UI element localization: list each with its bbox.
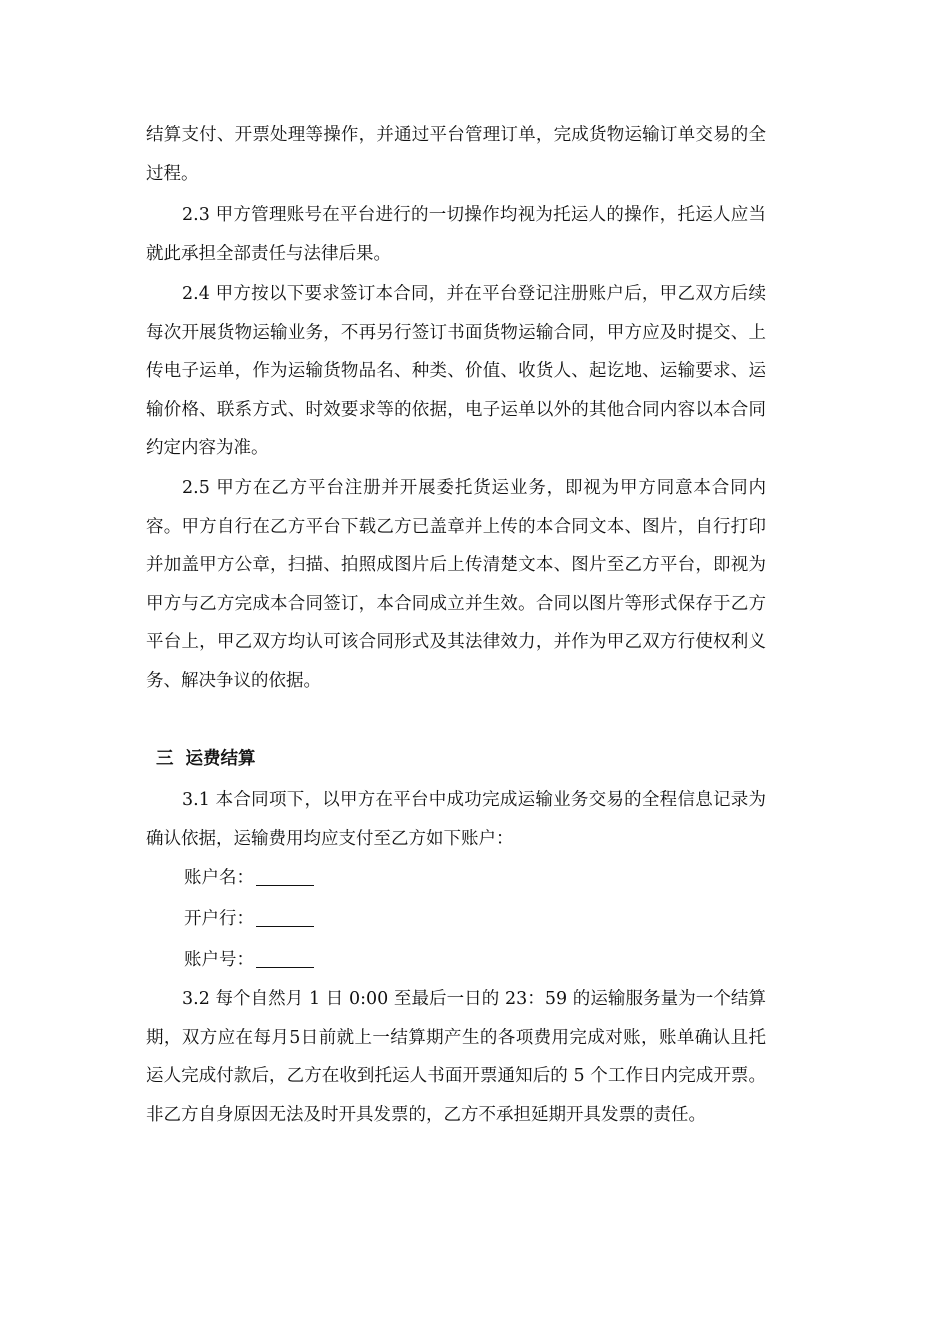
paragraph-3-1: 3.1 本合同项下，以甲方在平台中成功完成运输业务交易的全程信息记录为确认依据，运输费用均应支付至乙方如下账户： bbox=[146, 790, 766, 849]
paragraph-2-5: 2.5 甲方在乙方平台注册并开展委托货运业务，即视为甲方同意本合同内容。甲方自行在乙方平台下载乙方已盖章并上传的本合同文本、图片，自行打印并加盖甲方公章，扫描、拍照成图片后上传清楚文本、图片至乙方平台，即视为甲方与乙方完成本合同签订，本合同成立并生效。合同以图片等形式保存于乙方平台上，甲乙双方均认可该合同形式及其法律效力，并作为甲乙双方行使权利义务、解决争议的依据。 bbox=[146, 478, 766, 691]
paragraph-continuation: 结算支付、开票处理等操作，并通过平台管理订单，完成货物运输订单交易的全过程。 bbox=[146, 125, 766, 184]
section-3-title: 运费结算 bbox=[185, 749, 256, 769]
account-name-label: 账户名： bbox=[184, 868, 254, 888]
account-bank-line bbox=[184, 900, 314, 938]
paragraph-2-3: 2.3 甲方管理账号在平台进行的一切操作均视为托运人的操作，托运人应当就此承担全部责任与法律后果。 bbox=[146, 205, 766, 264]
account-number-label: 账户号： bbox=[184, 950, 254, 970]
account-number-blank bbox=[256, 947, 314, 968]
section-3-heading bbox=[156, 740, 256, 778]
section-3-number: 三 bbox=[156, 749, 174, 769]
account-name-blank bbox=[256, 865, 314, 886]
paragraph-2-4: 2.4 甲方按以下要求签订本合同，并在平台登记注册账户后，甲乙双方后续每次开展货物运输业务，不再另行签订书面货物运输合同，甲方应及时提交、上传电子运单，作为运输货物品名、种类、价值、收货人、起讫地、运输要求、运输价格、联系方式、时效要求等的依据，电子运单以外的其他合同内容以本合同约定内容为准。 bbox=[146, 284, 766, 458]
account-number-line bbox=[184, 941, 314, 979]
account-name-line bbox=[184, 859, 314, 897]
account-bank-label: 开户行： bbox=[184, 909, 254, 929]
account-bank-blank bbox=[256, 906, 314, 927]
paragraph-3-2: 3.2 每个自然月 1 日 0:00 至最后一日的 23：59 的运输服务量为一个结算期，双方应在每月5日前就上一结算期产生的各项费用完成对账，账单确认且托运人完成付款后，乙方在收到托运人书面开票通知后的 5 个工作日内完成开票。非乙方自身原因无法及时开具发票的，乙方不承担延期开具发票的责任。 bbox=[146, 989, 766, 1125]
